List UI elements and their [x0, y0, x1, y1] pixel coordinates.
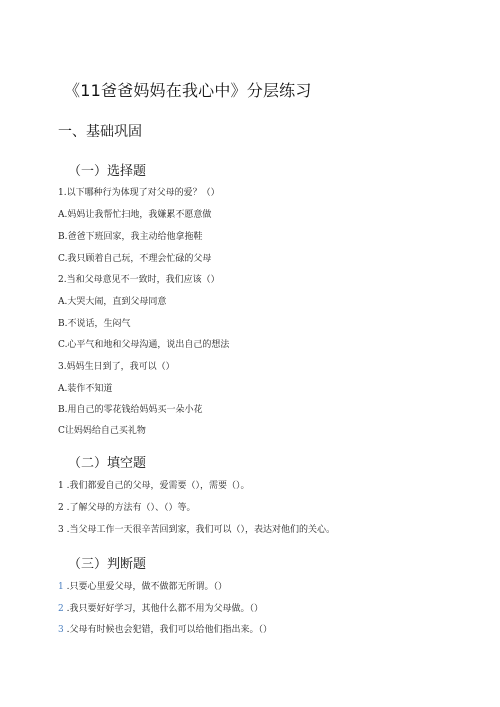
item-number: 3	[58, 625, 64, 635]
item-number: 1	[58, 481, 64, 491]
question-2-option-c: C.心平气和地和父母沟通，说出自己的想法	[58, 340, 230, 350]
fill-in-item	[58, 478, 249, 491]
item-text: .只要心里爱父母，做不做都无所谓。（）	[66, 582, 227, 592]
fill-in-heading: （二）填空题	[68, 456, 147, 471]
item-number: 3	[58, 525, 64, 535]
multiple-choice-heading: （一）选择题	[68, 164, 147, 179]
true-false-item	[58, 622, 272, 635]
true-false-item	[58, 601, 263, 614]
question-3-option-a: A.装作不知道	[58, 384, 113, 394]
question-2-option-a: A.大哭大闹，直到父母同意	[58, 297, 167, 307]
question-3-option-c: C让妈妈给自己买礼物	[58, 426, 146, 436]
question-2: 2.当和父母意见不一致时，我们应该（）	[58, 275, 220, 285]
question-2-option-b: B.不说话，生闷气	[58, 319, 131, 329]
item-number: 1	[58, 582, 64, 592]
item-text: .我只要好好学习，其他什么都不用为父母做。（）	[66, 604, 263, 614]
question-3: 3.妈妈生日到了，我可以（）	[58, 362, 175, 372]
document-title: 《11爸爸妈妈在我心中》分层练习	[64, 81, 312, 100]
true-false-item	[58, 579, 227, 592]
question-1-option-a: A.妈妈让我帮忙扫地，我嫌累不愿意做	[58, 210, 212, 220]
item-text: .了解父母的方法有（）、（）等。	[66, 503, 196, 513]
question-1-option-c: C.我只顾着自己玩，不理会忙碌的父母	[58, 254, 212, 264]
item-number: 2	[58, 604, 64, 614]
fill-in-item	[58, 522, 335, 535]
question-3-option-b: B.用自己的零花钱给妈妈买一朵小花	[58, 405, 203, 415]
section-heading-basic: 一、基础巩固	[58, 124, 142, 140]
true-false-heading: （三）判断题	[68, 557, 147, 572]
item-text: .当父母工作一天很辛苦回到家，我们可以（），表达对他们的关心。	[66, 525, 335, 535]
question-1: 1.以下哪种行为体现了对父母的爱？（）	[58, 188, 220, 198]
item-text: .我们都爱自己的父母，爱需要（），需要（）。	[66, 481, 250, 491]
question-1-option-b: B.爸爸下班回家，我主动给他拿拖鞋	[58, 232, 203, 242]
item-text: .父母有时候也会犯错，我们可以给他们指出来。（）	[66, 625, 272, 635]
fill-in-item	[58, 500, 195, 513]
item-number: 2	[58, 503, 64, 513]
